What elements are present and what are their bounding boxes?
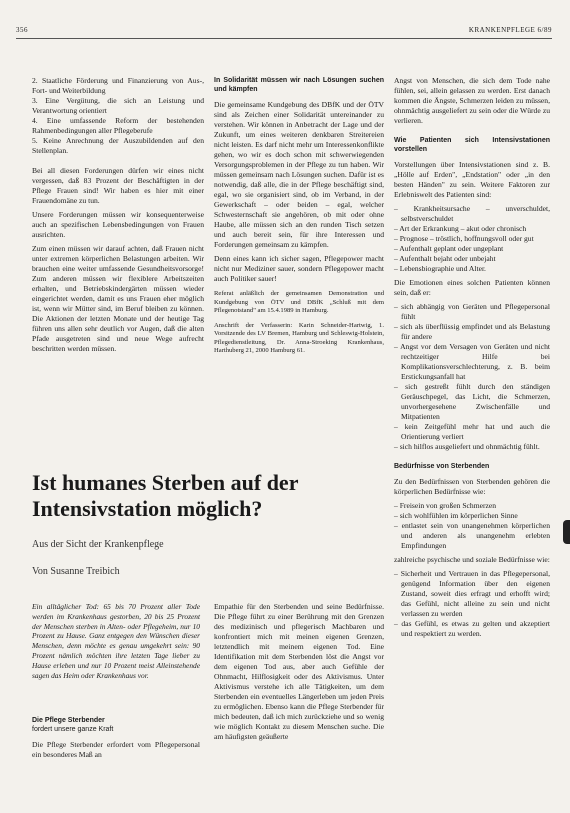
- running-title: KRANKENPFLEGE 6/89: [468, 26, 552, 34]
- body-paragraph: Die Emotionen eines solchen Patienten können sein, daß er:: [394, 278, 550, 297]
- emotions-list: [394, 302, 550, 452]
- body-paragraph: Empathie für den Sterbenden und seine Bedürfnisse. Die Pflege führt zu einer Berührung mit den Grenzen des medizinisch und pflegerisch Machbaren und konfrontiert mich mit meinen eigenen Grenzen, letztendlich mit meinem eigenen Tod. Eine Identifikation mit dem Sterbenden löst die Angst vor dem eigenen Tod aus, aber auch Gefühle der Ohnmacht, Hilflosigkeit oder des Aktivismus. Unter Aktivismus verstehe ich alle Tätigkeiten, um dem Sterbenden ein eventuelles Längerleben um jeden Preis zu ermöglichen. Ebenso kann die Pflege Sterbender für mich bedeuten, daß ich mich zurückziehe und so wenig wie möglich Kontakt zu diesem Menschen suche. Die am häufigsten geäußerte: [214, 602, 384, 741]
- article-lead: Ein alltäglicher Tod: 65 bis 70 Prozent aller Tode werden im Krankenhaus gestorben, 20 bis 25 Prozent der Menschen sterben in Alten- oder Pflegeheim, nur 10 Prozent zu Hause. Ganz entgegen den Wünschen dieser Menschen, denn möchte es genau umgekehrt sein: 90 Prozent nämlich möchten ihre letzten Tage lieber zu Hause erleben und nur 10 Prozent meist Alleinstehende sagen das Heim oder Krankenhaus vor.: [32, 602, 200, 680]
- column-2-bottom: [214, 602, 384, 746]
- footnote: Referat anläßlich der gemeinsamen Demonstration und Kundgebung von ÖTV und DBfK „Schluß mit dem Pflegenotstand" am 15.4.1989 in Hamburg.: [214, 290, 384, 314]
- article-title: Ist humanes Sterben auf der Intensivstation möglich?: [32, 470, 299, 521]
- list-item: – sich gestreßt fühlt durch den ständigen Geräuschpegel, das Licht, die Schmerzen, unvorhergesehene Zwischenfälle und Mitpatienten: [394, 382, 550, 421]
- body-paragraph: Angst von Menschen, die sich dem Tode nahe fühlen, sei, allein gelassen zu werden. Erst danach kommen die Ängste, Schmerzen leiden zu müssen, ohnmächtig ausgeliefert zu sein oder die Würde zu verlieren.: [394, 76, 550, 125]
- body-paragraph: Bei all diesen Forderungen dürfen wir eines nicht vergessen, daß 83 Prozent der Beschäftigten in der Pflege Frauen sind! Wir haben es hier mit einer Frauendomäne zu tun.: [32, 166, 204, 205]
- column-2-top: [214, 76, 384, 360]
- section-heading: Die Pflege Sterbender: [32, 717, 105, 724]
- section-heading: Bedürfnisse von Sterbenden: [394, 463, 490, 470]
- author-address: Anschrift der Verfasserin: Karin Schneider-Hartwig, 1. Vorsitzende des LV Bremen, Hamburg und Schleswig-Holstein, Pflegedienstleitung, Dr. Anna-Stroeking Krankenhaus, Harthuberg 21, 2000 Hamburg 61.: [214, 321, 384, 354]
- page-fold-shadow: [563, 520, 570, 544]
- page-number: 356: [16, 26, 28, 34]
- list-item: – Angst vor dem Versagen von Geräten und nicht rechtzeitiger Hilfe bei Komplikationsverschlechterung, z. B. beim Erstickungsanfall hat: [394, 342, 550, 381]
- demand-item: 2. Staatliche Förderung und Finanzierung von Aus-, Fort- und Weiterbildung: [32, 76, 204, 95]
- demand-item: 3. Eine Vergütung, die sich an Leistung und Verantwortung orientiert: [32, 96, 204, 115]
- column-1-top: [32, 76, 204, 358]
- article-author: Von Susanne Treibich: [32, 566, 120, 577]
- list-item: – Prognose – tröstlich, hoffnungsvoll oder gut: [394, 234, 534, 243]
- list-item: – Aufenthalt geplant oder ungeplant: [394, 244, 504, 253]
- list-item: – kein Zeitgefühl mehr hat und auch die Orientierung verliert: [394, 422, 550, 441]
- body-paragraph: Die Pflege Sterbender erfordert vom Pflegepersonal ein besonderes Maß an: [32, 740, 200, 759]
- list-item: – sich abhängig von Geräten und Pflegepersonal fühlt: [394, 302, 550, 321]
- needs-list: [394, 501, 550, 551]
- list-item: – Aufenthalt bejaht oder unbejaht: [394, 254, 496, 263]
- column-3: [394, 76, 550, 643]
- list-item: – sich als überflüssig empfindet und als Belastung für andere: [394, 322, 550, 341]
- list-item: – Freisein von großen Schmerzen: [394, 501, 497, 510]
- list-item: – Krankheitsursache – unverschuldet, selbstverschuldet: [394, 204, 550, 223]
- factors-list: [394, 204, 550, 274]
- body-paragraph: Unsere Forderungen müssen wir konsequenterweise auch an spezifischen Lebensbedingungen von Frauen ausrichten.: [32, 210, 204, 239]
- list-item: – das Gefühl, es etwas zu gelten und akzeptiert und respektiert zu werden.: [394, 619, 550, 638]
- article-subtitle: Aus der Sicht der Krankenpflege: [32, 539, 164, 550]
- section-heading: Wie Patienten sich Intensivstationen vorstellen: [394, 137, 550, 153]
- list-item: – Art der Erkrankung – akut oder chronisch: [394, 224, 527, 233]
- list-item: – Lebensbiographie und Alter.: [394, 264, 486, 273]
- body-paragraph: zahlreiche psychische und soziale Bedürfnisse wie:: [394, 555, 550, 564]
- column-1-bottom: [32, 716, 200, 764]
- body-paragraph: Zu den Bedürfnissen von Sterbenden gehören die körperlichen Bedürfnisse wie:: [394, 477, 550, 496]
- demand-item: 5. Keine Anrechnung der Auszubildenden auf den Stellenplan.: [32, 136, 204, 155]
- demand-item: 4. Eine umfassende Reform der bestehenden Rahmenbedingungen aller Pflegeberufe: [32, 116, 204, 135]
- list-item: – entlastet sein von unangenehmen körperlichen und anderen als unangenehm erlebten Empfindungen: [394, 521, 550, 550]
- psych-needs-list: [394, 569, 550, 639]
- page-header: [16, 24, 552, 39]
- body-paragraph: Denn eines kann ich sicher sagen, Pflegepower macht nicht nur Mediziner sauer, sondern Pflegepower macht auch Politiker sauer!: [214, 254, 384, 283]
- list-item: – sich wohlfühlen im körperlichen Sinne: [394, 511, 518, 520]
- list-item: – sich hilflos ausgeliefert und ohnmächtig fühlt.: [394, 442, 540, 451]
- section-heading: In Solidarität müssen wir nach Lösungen suchen und kämpfen: [214, 77, 384, 93]
- demands-list: [32, 76, 204, 156]
- body-paragraph: Vorstellungen über Intensivstationen sind z. B. „Hölle auf Erden", „Endstation" oder „in den besten Händen" zu sein. Weitere Faktoren zur Erlebniswelt des Patienten sind:: [394, 160, 550, 199]
- body-paragraph: Die gemeinsame Kundgebung des DBfK und der ÖTV sind als Zeichen einer Solidarität untereinander zu verstehen. Wir können in Anbetracht der Lage und der Zukunft, um eines weiteren denkbaren Streitereien nicht leisten. Es darf nicht mehr um Interessenkonflikte gehen, wo wir es doch schon mit schwerwiegenden Versorgungsproblemen in der Pflege zu tun haben. Wir müssen gemeinsam nach Lösungen suchen. Dafür ist es notwendig, daß alle, die in der Pflege beschäftigt sind, egal, wo sie organisiert sind, ob im Verband, in der Gewerkschaft – oder beiden – egal, welcher Schwesternschaft sie angehören, ob mit oder ohne Haube, alle müssen sich an den runden Tisch setzen und auch bereit sein, für ihre Interessen und Forderungen gemeinsam zu kämpfen.: [214, 100, 384, 249]
- list-item: – Sicherheit und Vertrauen in das Pflegepersonal, genügend Information über den eigenen Zustand, soweit dies erfragt und erhofft wird; das Gefühl, nicht alleine zu sein und nicht verlassen zu werden: [394, 569, 550, 618]
- body-paragraph: Zum einen müssen wir darauf achten, daß Frauen nicht unter extremen körperlichen Belastungen arbeiten. Wir brauchen eine weiter umfassende Gesundheitsvorsorge! Zum anderen müssen wir flexiblere Arbeitszeiten erhalten, und Betriebskindergärten müssen wieder eingerichtet werden, damit es uns Frauen eher möglich ist, wenn wir Mütter sind, im Beruf bleiben zu können. Die Aktionen der letzten Monate und der heutige Tag führen uns allen sehr deutlich vor Augen, daß die alten Pfade ausgetreten sind und neue Wege aufrecht beschritten werden müssen.: [32, 244, 204, 353]
- section-subheading: fordert unsere ganze Kraft: [32, 726, 114, 733]
